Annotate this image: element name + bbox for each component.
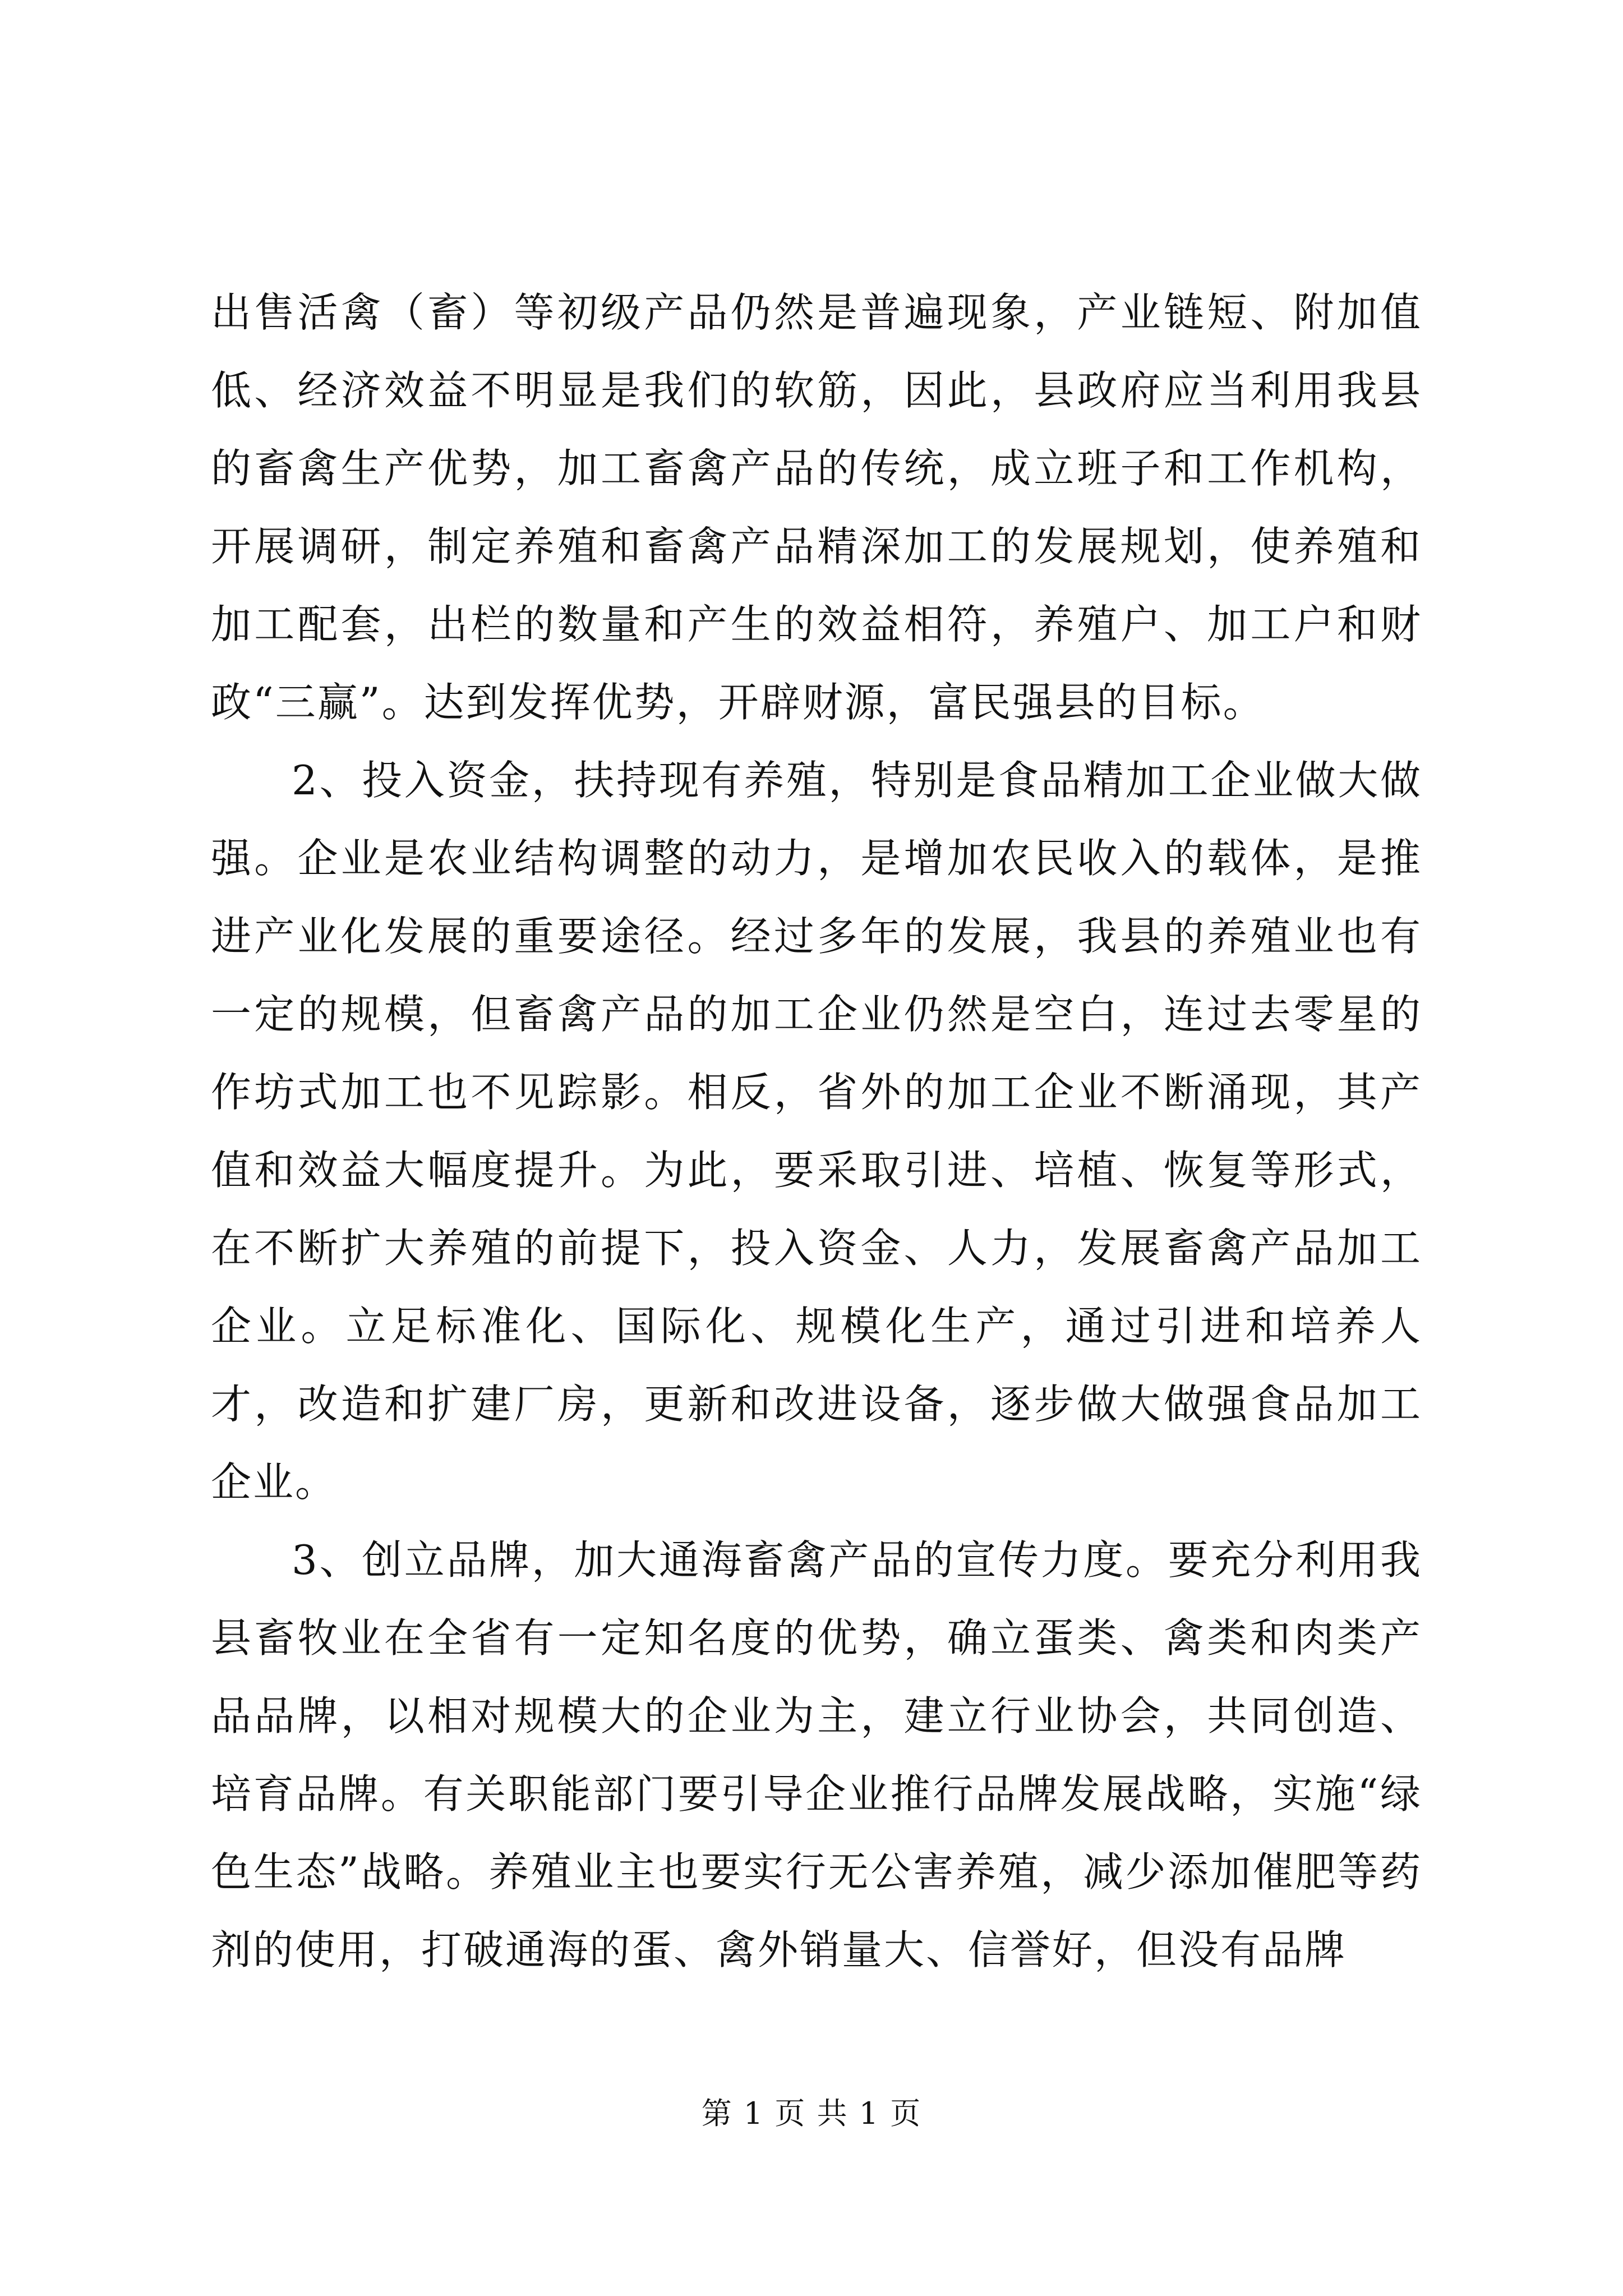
paragraph-3: 3、创立品牌，加大通海畜禽产品的宣传力度。要充分利用我县畜牧业在全省有一定知名度的优势，确立蛋类、禽类和肉类产品品牌，以相对规模大的企业为主，建立行业协会，共同创造、培育品牌。有关职能部门要引导企业推行品牌发展战略，实施“绿色生态”战略。养殖业主也要实行无公害养殖，减少添加催肥等药剂的使用，打破通海的蛋、禽外销量大、信誉好，但没有品牌: [211, 1536, 1422, 1973]
paragraph-2: 2、投入资金，扶持现有养殖，特别是食品精加工企业做大做强。企业是农业结构调整的动力，是增加农民收入的载体，是推进产业化发展的重要途径。经过多年的发展，我县的养殖业也有一定的规模，但畜禽产品的加工企业仍然是空白，连过去零星的作坊式加工也不见踪影。相反，省外的加工企业不断涌现，其产值和效益大幅度提升。为此，要采取引进、培植、恢复等形式，在不断扩大养殖的前提下，投入资金、人力，发展畜禽产品加工企业。立足标准化、国际化、规模化生产，通过引进和培养人才，改造和扩建厂房，更新和改进设备，逐步做大做强食品加工企业。: [211, 757, 1422, 1506]
document-body: [211, 274, 1422, 1989]
paragraph-1: 出售活禽（畜）等初级产品仍然是普遍现象，产业链短、附加值低、经济效益不明显是我们的软筋，因此，县政府应当利用我县的畜禽生产优势，加工畜禽产品的传统，成立班子和工作机构，开展调研，制定养殖和畜禽产品精深加工的发展规划，使养殖和加工配套，出栏的数量和产生的效益相符，养殖户、加工户和财政“三赢”。达到发挥优势，开辟财源，富民强县的目标。: [211, 289, 1422, 726]
page-footer: 第 1 页 共 1 页: [701, 2096, 922, 2131]
